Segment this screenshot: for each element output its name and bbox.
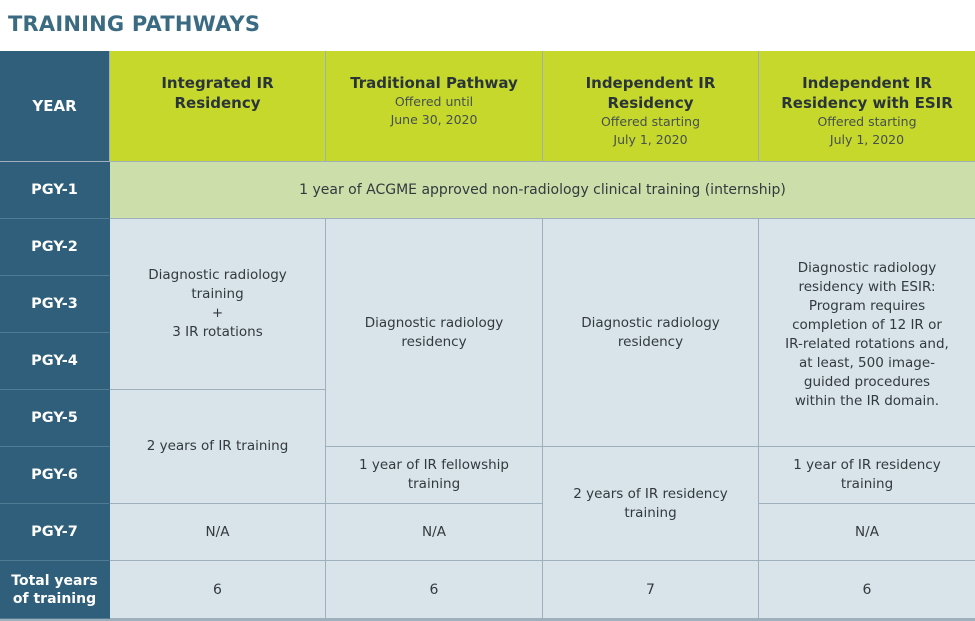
internship-cell: 1 year of ACGME approved non-radiology clinical training (internship) [110, 162, 975, 219]
row-label-pgy-1: PGY-1 [0, 162, 110, 219]
plus-sign: + [211, 305, 224, 321]
column-header-traditional [326, 51, 543, 162]
column-subtitle: June 30, 2020 [390, 112, 478, 127]
row-label-pgy-7: PGY-7 [0, 504, 110, 561]
column-header-esir [759, 51, 975, 162]
integrated-ir-cell: 2 years of IR training [110, 390, 326, 504]
traditional-pgy7-cell: N/A [326, 504, 543, 561]
column-title: Integrated IR Residency [161, 74, 274, 112]
row-label-total: Total years of training [0, 561, 110, 619]
integrated-total-cell: 6 [110, 561, 326, 619]
column-subtitle: Offered starting [817, 114, 917, 129]
column-title: Traditional Pathway [350, 74, 518, 92]
esir-pgy7-cell: N/A [759, 504, 975, 561]
esir-dr-cell: Diagnostic radiology residency with ESIR: Program requires completion of 12 IR or IR-related rotations and, at least, 500 image-guided procedures within the IR domain. [759, 219, 975, 447]
esir-total-cell: 6 [759, 561, 975, 619]
integrated-dr-text: Diagnostic radiology training [148, 267, 287, 302]
integrated-ir-rotations-text: 3 IR rotations [172, 324, 263, 340]
column-title: Independent IR Residency with ESIR [781, 74, 953, 112]
traditional-total-cell: 6 [326, 561, 543, 619]
traditional-fellowship-cell: 1 year of IR fellowship training [326, 447, 543, 504]
row-label-pgy-6: PGY-6 [0, 447, 110, 504]
independent-dr-cell: Diagnostic radiology residency [543, 219, 759, 447]
row-label-pgy-4: PGY-4 [0, 333, 110, 390]
page-title: TRAINING PATHWAYS [8, 12, 261, 36]
integrated-dr-cell [110, 219, 326, 390]
column-subtitle: Offered starting [600, 114, 701, 129]
esir-ir-cell: 1 year of IR residency training [759, 447, 975, 504]
independent-ir-cell: 2 years of IR residency training [543, 447, 759, 561]
row-label-pgy-5: PGY-5 [0, 390, 110, 447]
row-label-pgy-2: PGY-2 [0, 219, 110, 276]
independent-total-cell: 7 [543, 561, 759, 619]
column-subtitle: Offered until [394, 94, 474, 109]
column-header-integrated [110, 51, 326, 162]
year-header: YEAR [0, 51, 110, 162]
column-title: Independent IR Residency [585, 74, 716, 112]
column-subtitle: July 1, 2020 [613, 132, 688, 147]
row-label-pgy-3: PGY-3 [0, 276, 110, 333]
column-subtitle: July 1, 2020 [829, 132, 905, 147]
training-pathways-table [0, 51, 975, 621]
column-header-independent [543, 51, 759, 162]
traditional-dr-cell: Diagnostic radiology residency [326, 219, 543, 447]
integrated-pgy7-cell: N/A [110, 504, 326, 561]
